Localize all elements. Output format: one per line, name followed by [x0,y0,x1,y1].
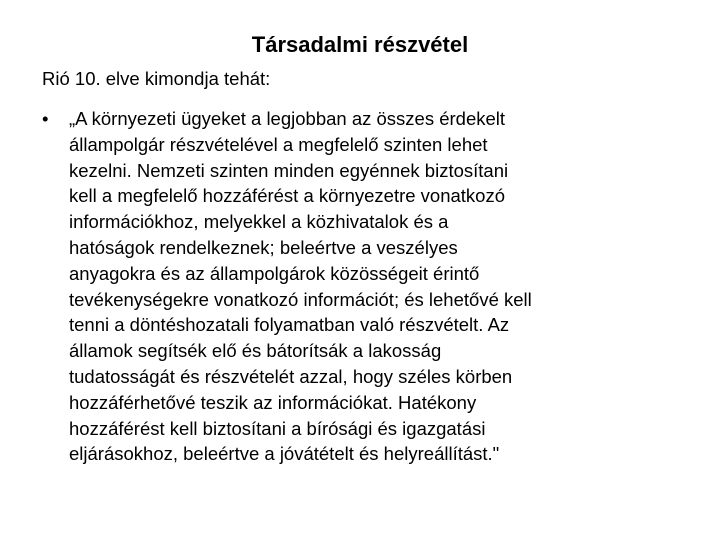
quote-line: kezelni. Nemzeti szinten minden egyénnek biztosítani [69,159,509,181]
bullet-icon: • [42,108,49,129]
quote-line: hatóságok rendelkeznek; beleértve a veszélyes [69,236,458,258]
quote-line: anyagokra és az állampolgárok közösségeit érintő [69,262,480,284]
quote-line: információkhoz, melyekkel a közhivatalok és a [69,211,449,233]
quote-line: állampolgár részvételével a megfelelő szinten lehet [69,133,488,155]
bullet-quote [69,106,684,467]
quote-line: hozzáférést kell biztosítani a bírósági és igazgatási [69,417,486,439]
quote-line: eljárásokhoz, beleértve a jóvátételt és helyreállítást." [69,443,500,465]
quote-line: államok segítsék elő és bátorítsák a lakosság [69,340,442,362]
quote-line: kell a megfelelő hozzáférést a környezetre vonatkozó [69,185,506,207]
quote-line: tudatosságát és részvételét azzal, hogy széles körben [69,365,513,387]
quote-line: tenni a döntéshozatali folyamatban való részvételt. Az [69,314,510,336]
quote-line: hozzáférhetővé teszik az információkat. Hatékony [69,391,477,413]
intro-text: Rió 10. elve kimondja tehát: [42,68,271,89]
quote-line: „A környezeti ügyeket a legjobban az összes érdekelt [69,108,506,129]
quote-line: tevékenységekre vonatkozó információt; és lehetővé kell [69,288,532,310]
slide-title: Társadalmi részvétel [251,32,469,57]
